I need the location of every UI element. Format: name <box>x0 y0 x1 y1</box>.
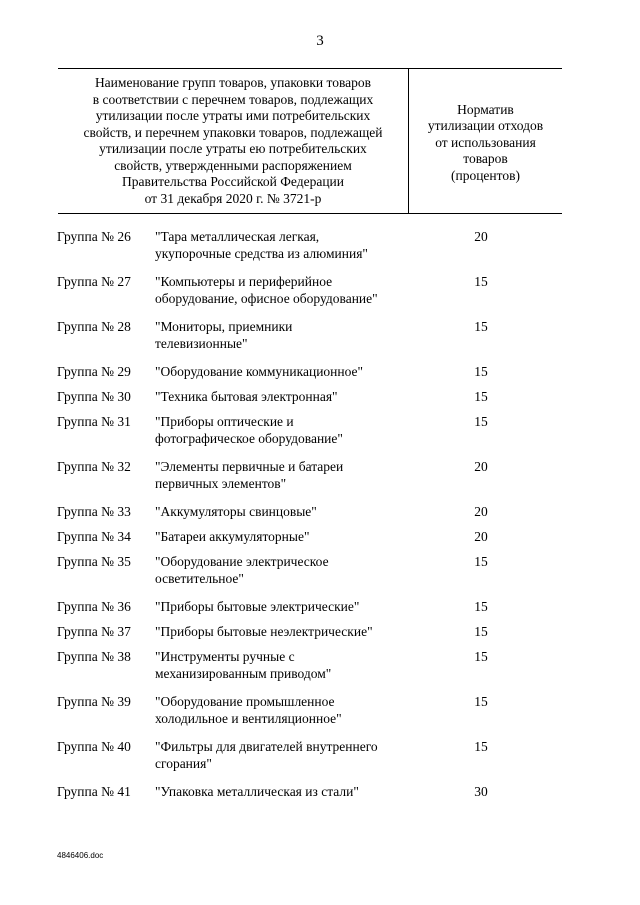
group-name-line: сгорания" <box>155 756 212 771</box>
group-number: Группа № 37 <box>57 624 131 639</box>
header-name-line: утилизации после утраты ими потребительских <box>95 108 371 123</box>
norm-value: 20 <box>474 529 488 544</box>
group-name-line: "Приборы бытовые неэлектрические" <box>155 624 373 639</box>
norm-value: 15 <box>474 624 488 639</box>
header-name-line: свойств, и перечнем упаковки товаров, подлежащей <box>83 124 383 140</box>
header-name-text <box>68 75 398 207</box>
group-name-line: "Компьютеры и периферийное <box>155 274 333 289</box>
group-name-line: "Техника бытовая электронная" <box>155 389 338 404</box>
norm-value: 20 <box>474 504 488 519</box>
group-name-line: "Приборы бытовые электрические" <box>155 599 360 614</box>
group-number: Группа № 36 <box>57 599 131 614</box>
norm-value: 15 <box>474 554 488 569</box>
norm-value: 15 <box>474 694 488 709</box>
group-name-line: "Элементы первичные и батареи <box>155 459 344 474</box>
group-name <box>155 228 445 262</box>
group-name-line: "Инструменты ручные с <box>155 649 295 664</box>
group-name <box>155 648 445 682</box>
group-number: Группа № 35 <box>57 554 131 569</box>
table-row <box>0 693 640 738</box>
group-name-line: "Тара металлическая легкая, <box>155 229 320 244</box>
group-name <box>155 273 445 307</box>
header-name-line: от 31 декабря 2020 г. № 3721-р <box>144 190 322 206</box>
group-name-line: "Приборы оптические и <box>155 414 294 429</box>
table-row <box>0 503 640 528</box>
group-name <box>155 553 445 587</box>
table-row <box>0 553 640 598</box>
table-row <box>0 363 640 388</box>
group-name <box>155 738 445 772</box>
group-number: Группа № 41 <box>57 784 131 799</box>
group-name-line: "Оборудование электрическое <box>155 554 329 569</box>
group-number: Группа № 32 <box>57 459 131 474</box>
group-name-line: "Упаковка металлическая из стали" <box>155 784 359 799</box>
group-name-line: "Оборудование промышленное <box>155 694 335 709</box>
norm-value: 15 <box>474 319 488 334</box>
header-name-line: свойств, утвержденными распоряжением <box>114 157 352 173</box>
table-body <box>0 228 640 808</box>
norm-value: 15 <box>474 389 488 404</box>
group-name-line: осветительное" <box>155 571 244 586</box>
group-name-line: первичных элементов" <box>155 476 287 491</box>
group-number: Группа № 34 <box>57 529 131 544</box>
group-number: Группа № 27 <box>57 274 131 289</box>
group-name-line: механизированным приводом" <box>155 666 332 681</box>
group-number: Группа № 39 <box>57 694 131 709</box>
group-number: Группа № 33 <box>57 504 131 519</box>
group-name <box>155 528 445 545</box>
group-name-line: "Аккумуляторы свинцовые" <box>155 504 317 519</box>
group-number: Группа № 29 <box>57 364 131 379</box>
table-row <box>0 623 640 648</box>
table-row <box>0 413 640 458</box>
norm-value: 15 <box>474 599 488 614</box>
header-norm-line: от использования <box>435 134 536 150</box>
header-norm-line: товаров <box>463 151 508 167</box>
header-norm-column <box>409 69 562 213</box>
group-name <box>155 318 445 352</box>
norm-value: 20 <box>474 459 488 474</box>
group-name <box>155 388 445 405</box>
table-row <box>0 738 640 783</box>
group-name-line: оборудование, офисное оборудование" <box>155 291 378 306</box>
group-name-line: "Батареи аккумуляторные" <box>155 529 310 544</box>
group-name <box>155 503 445 520</box>
group-name-line: "Мониторы, приемники <box>155 319 293 334</box>
table-row <box>0 228 640 273</box>
group-number: Группа № 40 <box>57 739 131 754</box>
header-name-column <box>58 69 408 213</box>
table-header <box>58 68 562 214</box>
header-name-line: Правительства Российской Федерации <box>122 174 344 189</box>
group-name-line: холодильное и вентиляционное" <box>155 711 342 726</box>
group-name <box>155 458 445 492</box>
norm-value: 20 <box>474 229 488 244</box>
table-row <box>0 458 640 503</box>
norm-value: 30 <box>474 784 488 799</box>
group-name-line: фотографическое оборудование" <box>155 431 343 446</box>
norm-value: 15 <box>474 274 488 289</box>
group-number: Группа № 26 <box>57 229 131 244</box>
group-name <box>155 598 445 615</box>
group-name <box>155 413 445 447</box>
group-name-line: телевизионные" <box>155 336 248 351</box>
group-name-line: укупорочные средства из алюминия" <box>155 246 368 261</box>
norm-value: 15 <box>474 649 488 664</box>
group-number: Группа № 28 <box>57 319 131 334</box>
norm-value: 15 <box>474 739 488 754</box>
header-name-line: утилизации после утраты ею потребительских <box>99 141 367 156</box>
table-row <box>0 648 640 693</box>
table-row <box>0 318 640 363</box>
header-norm-line: (процентов) <box>450 167 520 183</box>
header-norm-text <box>416 98 556 185</box>
group-name <box>155 623 445 640</box>
norm-value: 15 <box>474 414 488 429</box>
table-row <box>0 528 640 553</box>
table-row <box>0 388 640 413</box>
table-row <box>0 598 640 623</box>
group-number: Группа № 30 <box>57 389 131 404</box>
page-number: 3 <box>316 33 324 49</box>
header-norm-line: Норматив <box>457 101 514 117</box>
group-name-line: "Оборудование коммуникационное" <box>155 364 364 379</box>
group-number: Группа № 38 <box>57 649 131 664</box>
table-row <box>0 783 640 808</box>
group-name <box>155 783 445 800</box>
header-name-line: Наименование групп товаров, упаковки товаров <box>94 75 372 90</box>
group-number: Группа № 31 <box>57 414 131 429</box>
header-norm-line: утилизации отходов <box>427 118 544 134</box>
group-name <box>155 693 445 727</box>
document-file-name: 4846406.doc <box>57 851 104 860</box>
group-name-line: "Фильтры для двигателей внутреннего <box>155 739 378 754</box>
table-row <box>0 273 640 318</box>
header-name-line: в соответствии с перечнем товаров, подлежащих <box>92 91 374 107</box>
group-name <box>155 363 445 380</box>
norm-value: 15 <box>474 364 488 379</box>
